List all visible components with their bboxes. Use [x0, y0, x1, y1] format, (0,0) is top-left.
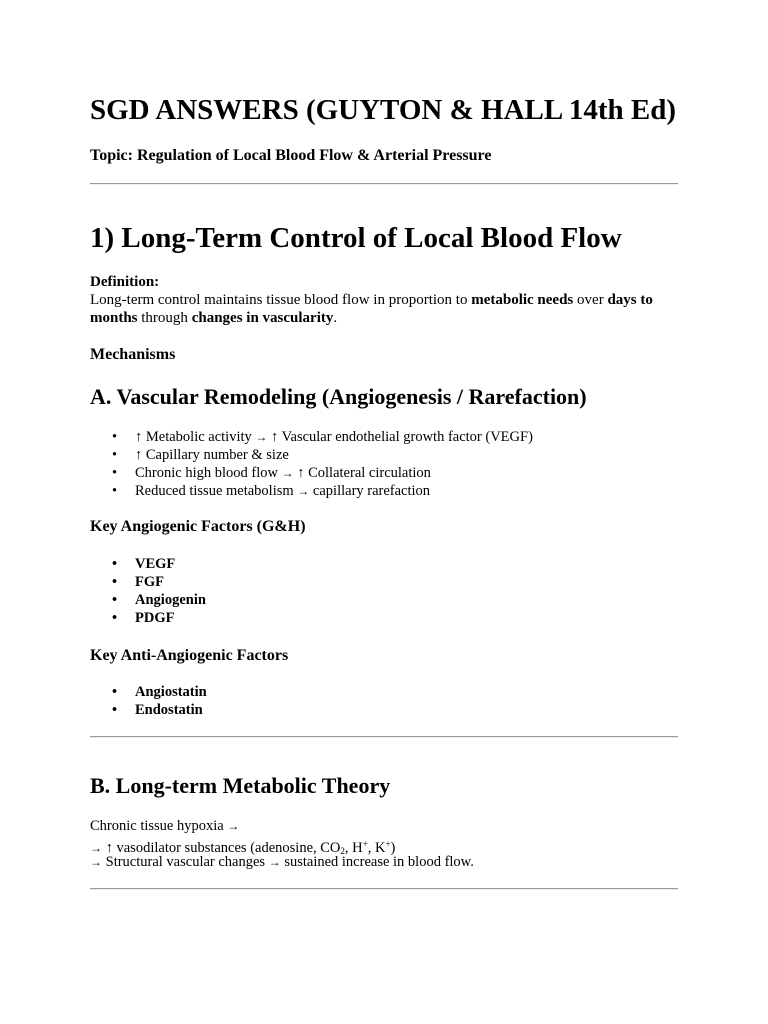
- theory-text: sustained increase in blood flow.: [280, 854, 474, 870]
- bullet-text: ↑ Vascular endothelial growth factor (VEGF): [267, 429, 533, 445]
- theory-text: Chronic tissue hypoxia: [90, 818, 228, 834]
- angiogenic-factors-heading: Key Angiogenic Factors (G&H): [90, 518, 306, 535]
- theory-text: ): [390, 840, 396, 856]
- arrow-glyph: →: [297, 484, 310, 498]
- list-item: • PDGF: [90, 609, 206, 627]
- definition-text: [90, 291, 678, 327]
- arrow-glyph: →: [268, 855, 281, 869]
- bullet-text: Reduced tissue metabolism: [135, 483, 298, 499]
- list-item: [90, 428, 533, 446]
- definition-part: through: [137, 310, 192, 326]
- horizontal-divider: [90, 736, 678, 738]
- theory-line-3: [90, 853, 474, 871]
- mechanisms-label: Mechanisms: [90, 346, 176, 363]
- definition-bold: days to months: [90, 292, 653, 326]
- arrow-glyph: →: [255, 430, 268, 444]
- remodeling-bullet-list: [90, 428, 533, 500]
- list-item: • FGF: [90, 573, 206, 591]
- theory-text: , H: [344, 840, 363, 856]
- bullet-text: ↑ Capillary number & size: [135, 447, 289, 463]
- theory-line-1: [90, 817, 239, 835]
- definition-part: .: [333, 310, 338, 326]
- definition-label: Definition:: [90, 274, 160, 290]
- anti-angiogenic-factor-list: [90, 683, 207, 719]
- list-item: • Angiostatin: [90, 683, 207, 701]
- anti-angiogenic-factors-heading: Key Anti-Angiogenic Factors: [90, 647, 289, 664]
- arrow-glyph: →: [90, 855, 102, 869]
- theory-text: ↑ vasodilator substances (adenosine, CO: [102, 840, 341, 856]
- arrow-glyph: →: [90, 841, 102, 855]
- superscript: +: [362, 839, 368, 849]
- section-a-heading: A. Vascular Remodeling (Angiogenesis / Rarefaction): [90, 384, 587, 409]
- arrow-glyph: →: [227, 819, 240, 833]
- superscript: +: [385, 839, 391, 849]
- document-title: SGD ANSWERS (GUYTON & HALL 14th Ed): [90, 94, 677, 126]
- list-item: [90, 446, 533, 464]
- horizontal-divider: [90, 888, 678, 890]
- topic-line: Topic: Regulation of Local Blood Flow & Arterial Pressure: [90, 147, 492, 164]
- bullet-text: Chronic high blood flow: [135, 465, 282, 481]
- theory-text: Structural vascular changes: [102, 854, 269, 870]
- definition-part: Long-term control maintains tissue blood flow in proportion to: [90, 292, 472, 308]
- list-item: • Angiogenin: [90, 591, 206, 609]
- theory-text: , K: [367, 840, 386, 856]
- section-1-heading: 1) Long-Term Control of Local Blood Flow: [90, 222, 622, 254]
- bullet-text: capillary rarefaction: [309, 483, 431, 499]
- subscript: 2: [340, 846, 345, 856]
- bullet-text: ↑ Collateral circulation: [293, 465, 431, 481]
- list-item: [90, 482, 533, 500]
- definition-part: over: [573, 292, 608, 308]
- list-item: [90, 464, 533, 482]
- definition-bold: changes in vascularity: [191, 310, 334, 326]
- list-item: • VEGF: [90, 555, 206, 573]
- section-b-heading: B. Long-term Metabolic Theory: [90, 773, 391, 798]
- angiogenic-factor-list: [90, 555, 206, 627]
- list-item: • Endostatin: [90, 701, 207, 719]
- bullet-text: ↑ Metabolic activity: [135, 429, 256, 445]
- definition-bold: metabolic needs: [471, 292, 574, 308]
- horizontal-divider: [90, 183, 678, 185]
- arrow-glyph: →: [281, 466, 294, 480]
